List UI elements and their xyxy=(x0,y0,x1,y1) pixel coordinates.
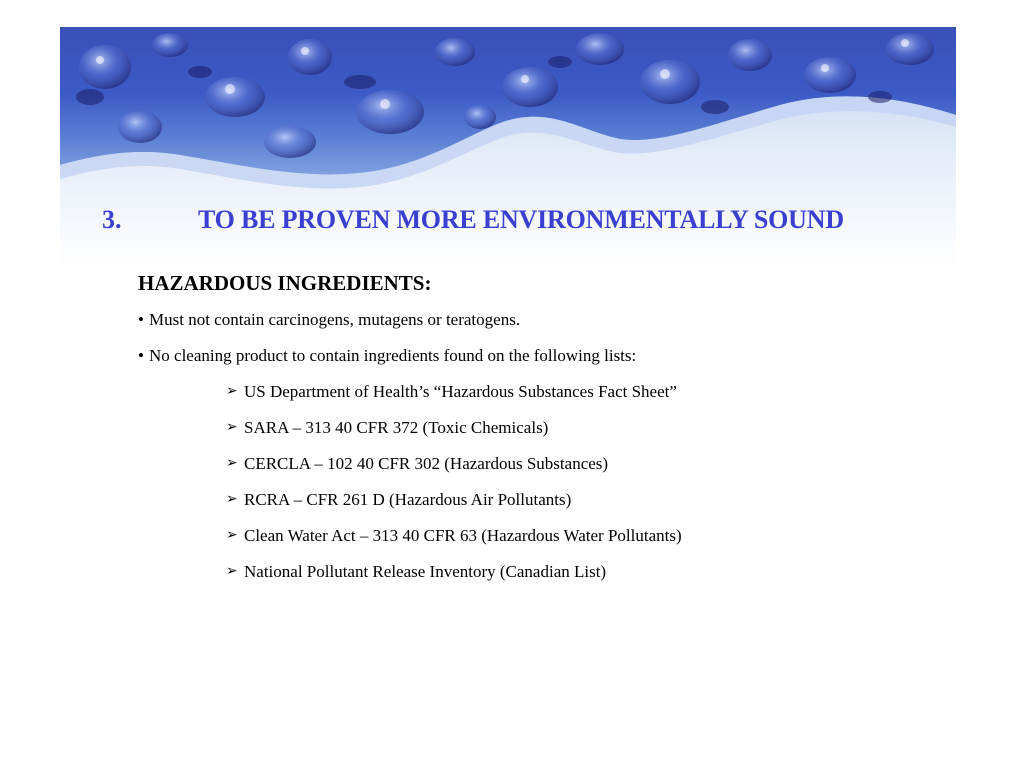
list-item-text: SARA – 313 40 CFR 372 (Toxic Chemicals) xyxy=(244,418,549,437)
bullet-icon: • xyxy=(138,310,144,329)
list-item xyxy=(226,482,958,518)
list-item-text: US Department of Health’s “Hazardous Substances Fact Sheet” xyxy=(244,382,677,401)
section-heading: HAZARDOUS INGREDIENTS: xyxy=(138,271,432,295)
arrow-bullet-icon: ➢ xyxy=(226,456,238,471)
list-item xyxy=(226,374,958,410)
list-item-text: National Pollutant Release Inventory (Canadian List) xyxy=(244,562,607,581)
title-number: 3. xyxy=(102,205,122,234)
bullet-text: Must not contain carcinogens, mutagens or teratogens. xyxy=(149,310,521,329)
arrow-bullet-icon: ➢ xyxy=(226,384,238,399)
slide-content xyxy=(138,266,958,590)
bullet-icon: • xyxy=(138,346,144,365)
list-item xyxy=(226,554,958,590)
bullet-item xyxy=(138,338,958,374)
bullet-item xyxy=(138,302,958,338)
list-item xyxy=(226,410,958,446)
arrow-bullet-icon: ➢ xyxy=(226,420,238,435)
bullet-text: No cleaning product to contain ingredients found on the following lists: xyxy=(149,346,637,365)
list-item-text: RCRA – CFR 261 D (Hazardous Air Pollutants) xyxy=(244,490,572,509)
slide-title xyxy=(102,201,982,241)
arrow-bullet-icon: ➢ xyxy=(226,564,238,579)
arrow-bullet-icon: ➢ xyxy=(226,528,238,543)
list-item xyxy=(226,446,958,482)
list-item-text: Clean Water Act – 313 40 CFR 63 (Hazardous Water Pollutants) xyxy=(244,526,682,545)
title-text: TO BE PROVEN MORE ENVIRONMENTALLY SOUND xyxy=(198,205,844,234)
list-item-text: CERCLA – 102 40 CFR 302 (Hazardous Substances) xyxy=(244,454,609,473)
list-item xyxy=(226,518,958,554)
arrow-bullet-icon: ➢ xyxy=(226,492,238,507)
